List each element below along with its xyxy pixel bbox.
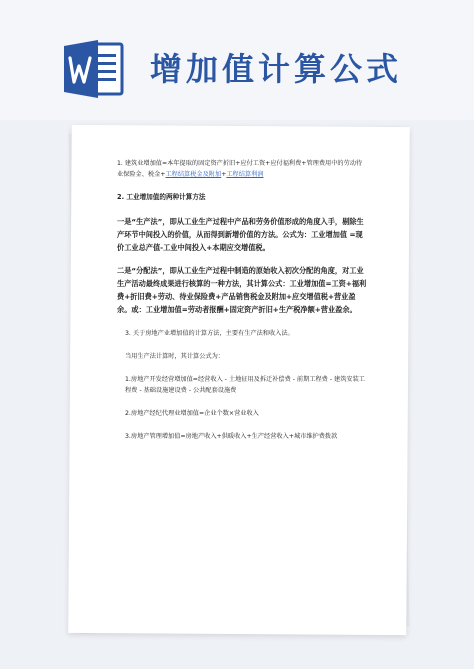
- word-icon: [64, 38, 124, 100]
- paragraph-construction-text: 1. 建筑业增加值=本年提取的固定资产折旧+应付工资+应付福利费+管理费用中的劳动待业保险金、税金+: [117, 160, 363, 178]
- paragraph-brokerage-formula: 2.房地产经纪代理业增加值=企业个数×营业收入: [125, 410, 259, 417]
- paragraph-production-method: 一是“生产法”，即从工业生产过程中产品和劳务价值形成的角度入手，剔除生产环节中间投入的价值，从而得到新增价值的方法。公式为：工业增加值 =现价工业总产值-工业中间投入+本期应交增值税。: [117, 217, 364, 252]
- link-settlement-profit[interactable]: 工程结算利润: [226, 171, 264, 178]
- link-tax-surcharge[interactable]: 工程结算税金及附加: [165, 171, 222, 178]
- document-title: 增加值计算公式: [150, 50, 403, 88]
- section-heading: 2. 工业增加值的两种计算方法: [117, 193, 206, 201]
- header-banner: [0, 0, 474, 120]
- plus-sign: +: [221, 171, 227, 178]
- paragraph-development-formula: 1.房地产开发经营增加值=经营收入 - 土地征用及拆迁补偿费 - 前期工程费 - 建筑安装工程费 - 基础设施建设费 - 公共配套设施费: [125, 376, 365, 394]
- paragraph-real-estate: 3. 关于房地产业增加值的计算方法，主要有生产法和收入法。: [125, 330, 294, 337]
- paragraph-management-formula: 3.房地产管理增加值=房地产收入+供暖收入+生产经营收入+城市维护费拨款: [125, 433, 338, 440]
- paragraph-production-formula-intro: 当用生产法计算时，其计算公式为：: [125, 353, 224, 360]
- paragraph-construction: [117, 158, 367, 180]
- paragraph-distribution-method: 二是“分配法”，即从工业生产过程中制造的原始收入初次分配的角度，对工业生产活动最终成果进行核算的一种方法，其计算公式：工业增加值=工资+福利费+折旧费+劳动、待业保险费+产品销售税金及附加+应交增值税+营业盈余。或：工业增加值=劳动者报酬+固定资产折旧+生产税净额+营业盈余。: [117, 266, 367, 314]
- document-content: [117, 158, 367, 442]
